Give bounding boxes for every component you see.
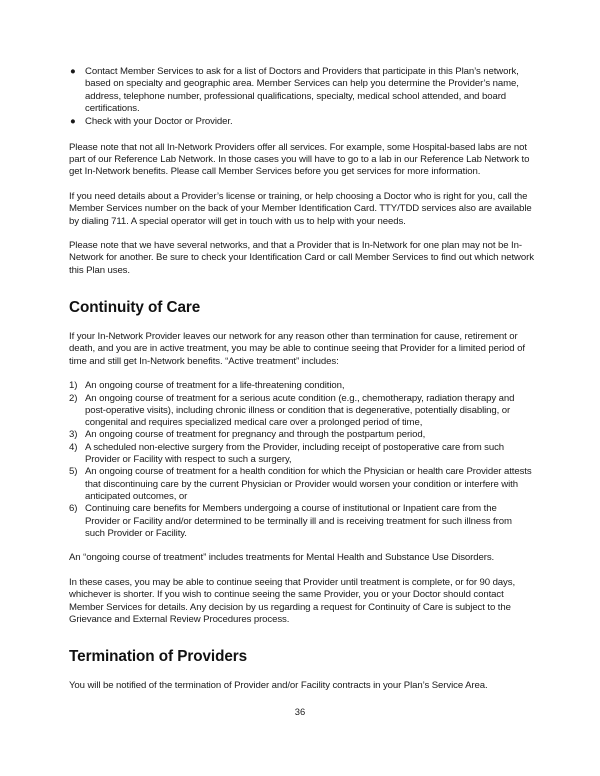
provider-lookup-bullets <box>69 66 534 128</box>
continuity-of-care-intro: If your In-Network Provider leaves our network for any reason other than termination for cause, retirement or death, and you are in active treatment, you may be able to continue seeing that Provider for a limited period of time and still get In-Network benefits. “Active treatment” includes: <box>69 331 525 367</box>
list-marker: 1) <box>69 380 78 392</box>
spacer <box>69 666 534 680</box>
list-item <box>69 503 534 540</box>
list-marker: 6) <box>69 503 78 515</box>
termination-of-providers-heading: Termination of Providers <box>69 648 248 666</box>
spacer <box>69 540 534 552</box>
ongoing-course-definition: An “ongoing course of treatment” includes treatments for Mental Health and Substance Use Disorders. <box>69 552 495 564</box>
page-number: 36 <box>294 706 306 717</box>
list-item <box>69 466 534 503</box>
list-item <box>69 429 534 441</box>
list-item-text: A scheduled non-elective surgery from the Provider, including receipt of postoperative care from such Provider or Facility with respect to such a surgery, <box>85 441 505 466</box>
spacer <box>69 179 534 191</box>
list-item-text: An ongoing course of treatment for a health condition for which the Physician or health care Provider attests that discontinuing care by the current Physician or Provider would worsen your condition or interfere with anticipated outcomes, or <box>85 466 532 502</box>
spacer <box>69 626 534 648</box>
spacer <box>69 368 534 380</box>
list-item-text: An ongoing course of treatment for a serious acute condition (e.g., chemotherapy, radiation therapy and post-operative visits), including chronic illness or condition that is degenerative, potentially disabling, or congenital and requires specialized medical care over a prolonged period of time, <box>85 392 515 429</box>
list-item <box>69 393 534 430</box>
continuity-of-care-heading: Continuity of Care <box>69 299 201 317</box>
list-marker: 2) <box>69 392 78 404</box>
spacer <box>69 129 534 141</box>
list-item-text: An ongoing course of treatment for a life-threatening condition, <box>85 380 345 392</box>
list-item <box>69 116 534 128</box>
spacer <box>69 317 534 331</box>
list-item-text: Check with your Doctor or Provider. <box>85 116 233 128</box>
list-item <box>69 66 534 115</box>
bullet-icon: ● <box>70 116 76 128</box>
list-item <box>69 380 534 392</box>
spacer <box>69 228 534 240</box>
spacer <box>69 565 534 577</box>
spacer <box>69 277 534 299</box>
bullet-icon: ● <box>70 66 76 77</box>
provider-details-contact: If you need details about a Provider’s license or training, or help choosing a Doctor who is right for you, call the Member Services number on the back of your Member Identification Card. TTY/TDD services also are available by dialing 711. A special operator will get in touch with us to help with your needs. <box>69 190 532 227</box>
list-item <box>69 442 534 467</box>
continuity-duration-note: In these cases, you may be able to continue seeing that Provider until treatment is complete, or for 90 days, whichever is shorter. If you wish to continue seeing the same Provider, you or your Doctor should contact Member Services for details. Any decision by us regarding a request for Continuity of Care is subject to the Grievance and External Review Procedures process. <box>69 576 516 625</box>
list-marker: 5) <box>69 466 78 478</box>
termination-notification-note: You will be notified of the termination of Provider and/or Facility contracts in your Plan’s Service Area. <box>69 680 488 692</box>
list-marker: 3) <box>69 429 78 441</box>
active-treatment-list <box>69 380 534 540</box>
list-marker: 4) <box>69 441 78 453</box>
list-item-text: An ongoing course of treatment for pregnancy and through the postpartum period, <box>85 429 426 441</box>
document-body <box>69 66 534 692</box>
list-item-text: Continuing care benefits for Members undergoing a course of institutional or Inpatient care from the Provider or Facility and/or determined to be terminally ill and is receiving treatment for such illness from such Provider or Facility. <box>85 503 512 539</box>
list-item-text: Contact Member Services to ask for a list of Doctors and Providers that participate in this Plan’s network, based on specialty and geographic area. Member Services can help you determine the Provider’s name, address, telephone number, professional qualifications, specialty, medical school attended, and board certifications. <box>85 66 519 114</box>
multiple-networks-note: Please note that we have several networks, and that a Provider that is In-Network for one plan may not be In-Network for another. Be sure to check your Identification Card or call Member Services to find out which network this Plan uses. <box>69 240 534 276</box>
in-network-services-note: Please note that not all In-Network Providers offer all services. For example, some Hospital-based labs are not part of our Reference Lab Network. In those cases you will have to go to a lab in our Reference Lab Network to get In-Network benefits. Please call Member Services before you get services for more information. <box>69 141 530 178</box>
